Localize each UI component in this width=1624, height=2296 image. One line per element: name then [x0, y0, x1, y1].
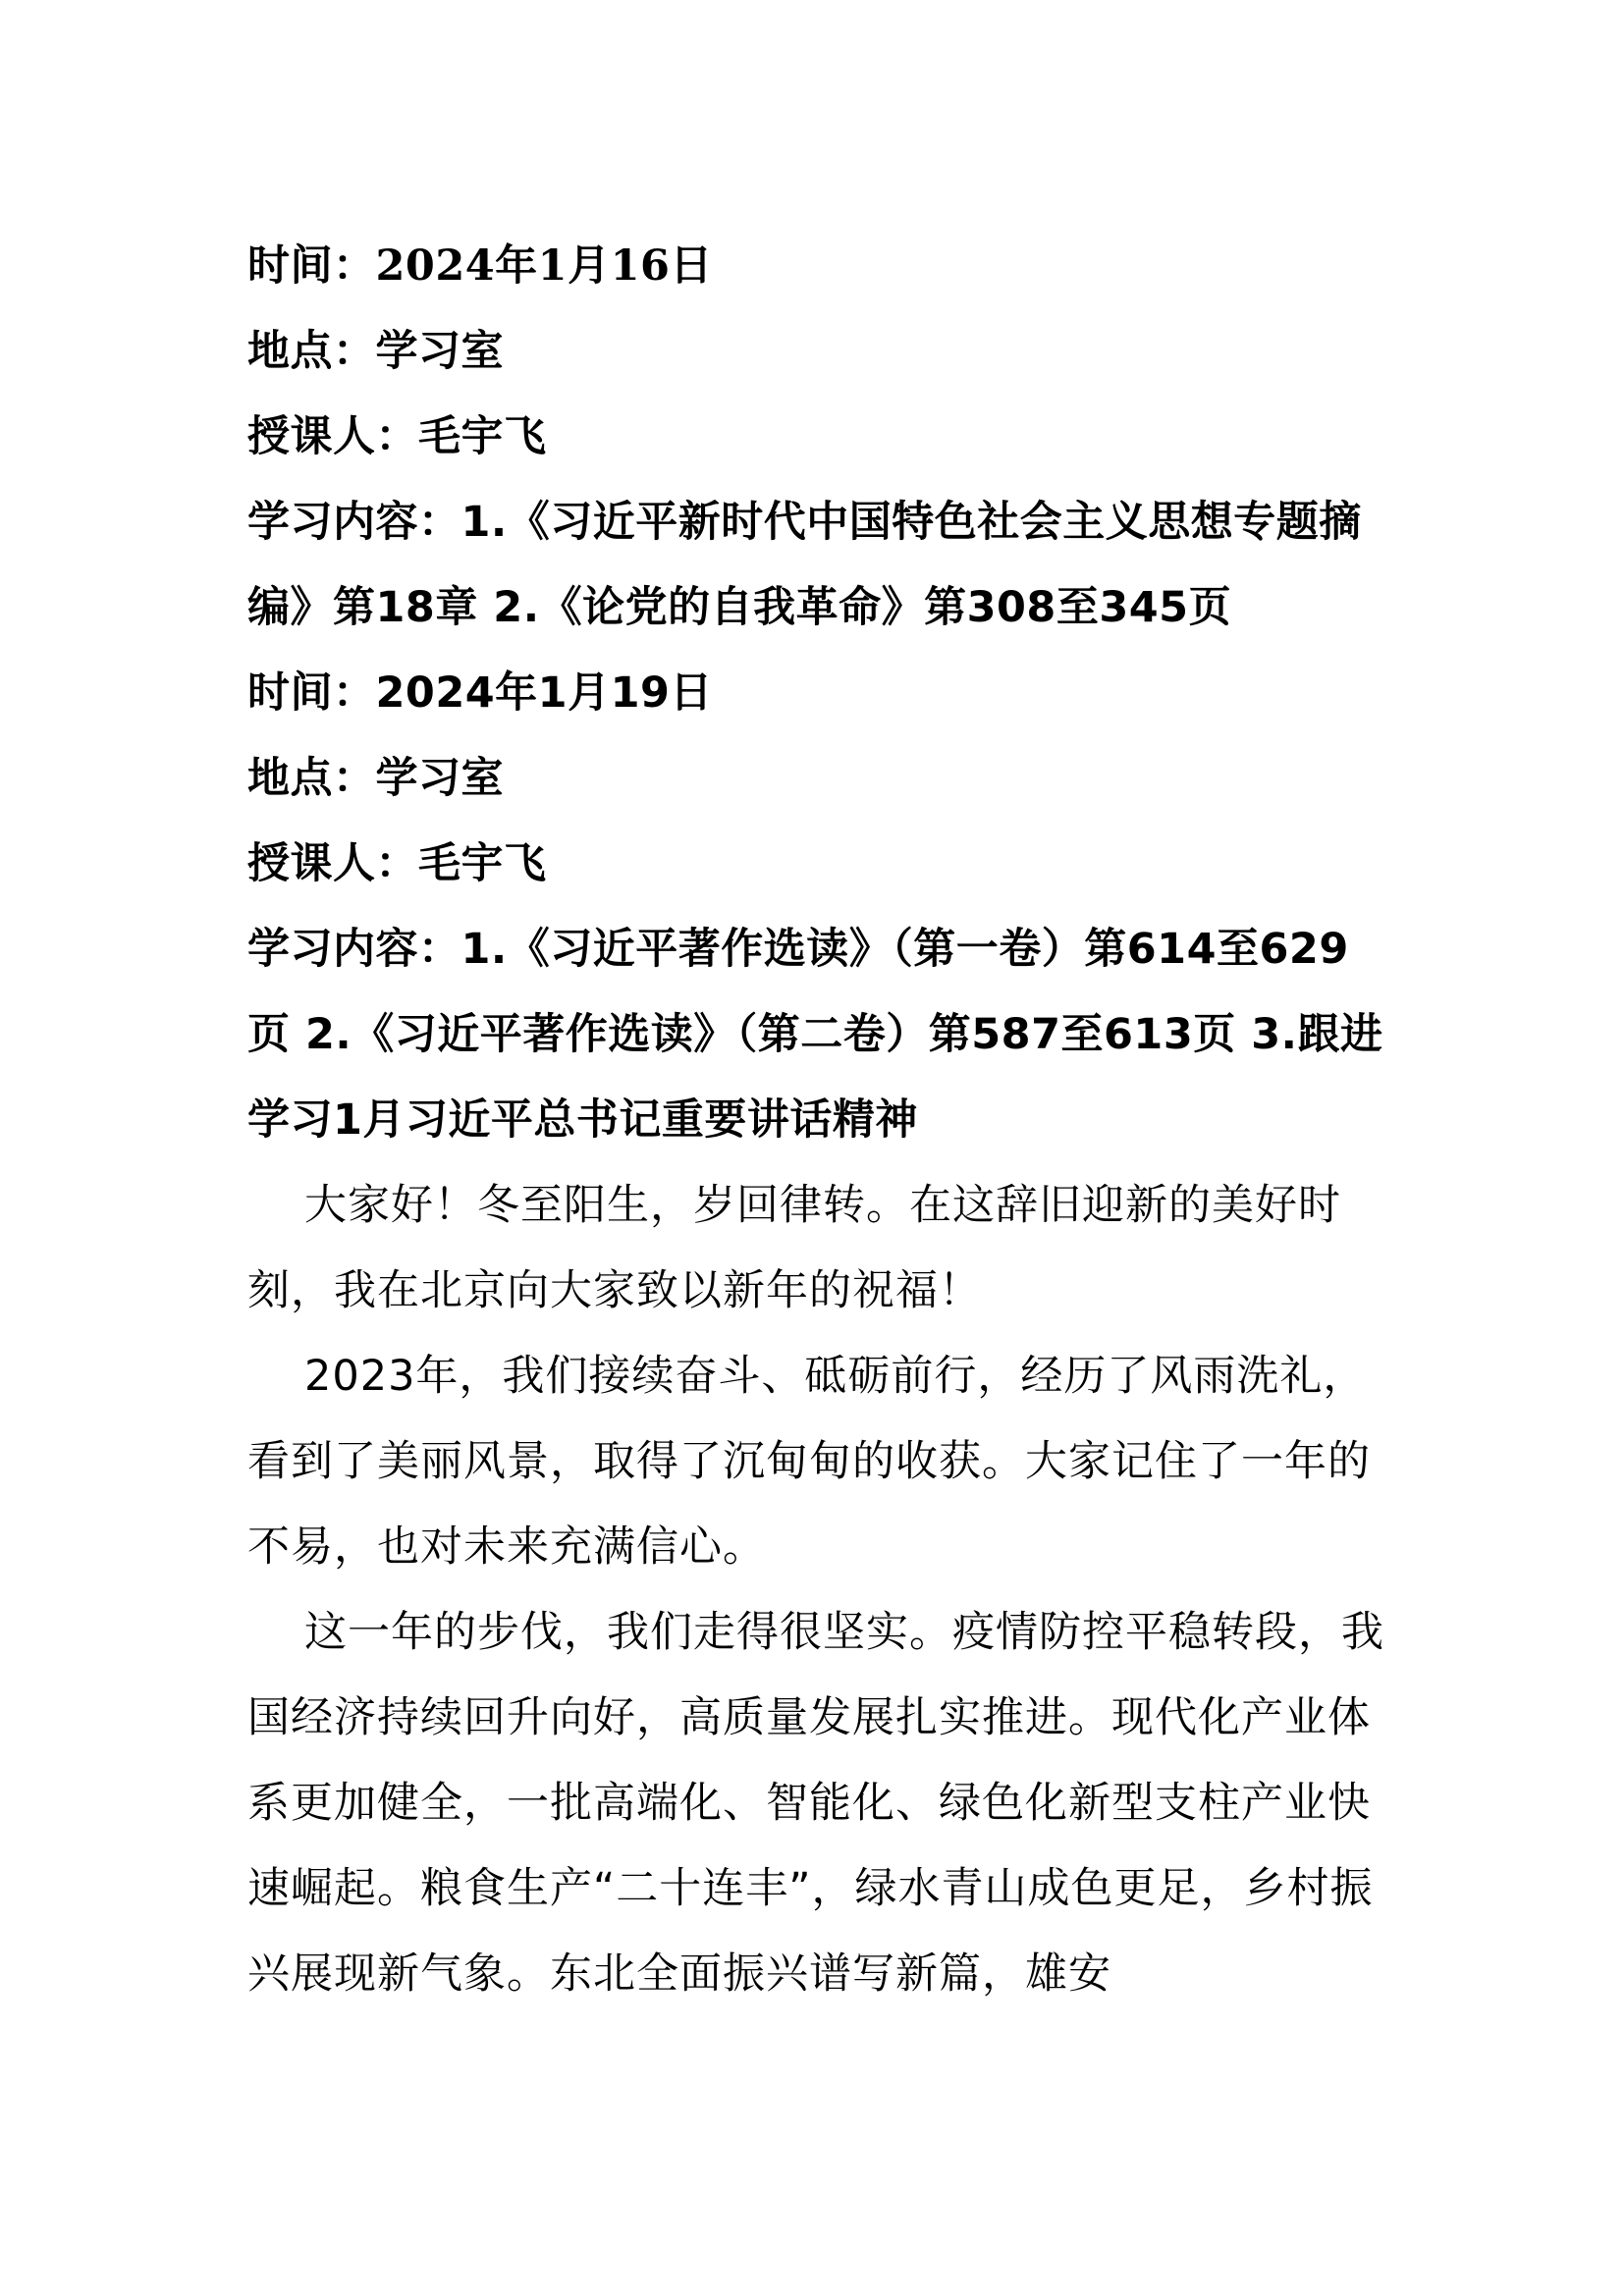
session1-place	[247, 309, 1386, 395]
body-paragraph-1: 大家好！冬至阳生，岁回律转。在这辞旧迎新的美好时刻，我在北京向大家致以新年的祝福！	[247, 1181, 1341, 1315]
session2-time	[247, 651, 1386, 736]
session1-lecturer-value: 毛宇飞	[418, 412, 547, 461]
session2-content-label: 学习内容：	[247, 925, 461, 974]
session2-content	[247, 907, 1386, 1163]
session2-time-label: 时间：	[247, 668, 376, 718]
session1-lecturer	[247, 395, 1386, 480]
session2-place-value: 学习室	[375, 754, 504, 803]
session1-lecturer-label: 授课人：	[247, 412, 418, 461]
session1-content-label: 学习内容：	[247, 498, 461, 547]
session1-place-value: 学习室	[375, 327, 504, 376]
session1-place-label: 地点：	[247, 327, 376, 376]
document-content	[247, 224, 1386, 2017]
session1-time	[247, 224, 1386, 309]
body-paragraph-3: 这一年的步伐，我们走得很坚实。疫情防控平稳转段，我国经济持续回升向好，高质量发展扎实推进。现代化产业体系更加健全，一批高端化、智能化、绿色化新型支柱产业快速崛起。粮食生产“二十连丰”，绿水青山成色更足，乡村振兴展现新气象。东北全面振兴谱写新篇，雄安	[247, 1608, 1384, 1999]
session2-content-value: 1.《习近平著作选读》（第一卷）第614至629页 2.《习近平著作选读》（第二卷）第587至613页 3.跟进学习1月习近平总书记重要讲话精神	[247, 925, 1383, 1145]
session2-lecturer-label: 授课人：	[247, 839, 418, 888]
session1-content	[247, 480, 1386, 651]
session2-place	[247, 736, 1386, 822]
session1-time-value: 2024年1月16日	[375, 241, 713, 291]
session2-lecturer-value: 毛宇飞	[418, 839, 547, 888]
body-paragraph-2: 2023年，我们接续奋斗、砥砺前行，经历了风雨洗礼，看到了美丽风景，取得了沉甸甸的收获。大家记住了一年的不易，也对未来充满信心。	[247, 1352, 1371, 1572]
session1-time-label: 时间：	[247, 241, 376, 291]
session2-lecturer	[247, 822, 1386, 907]
session2-time-value: 2024年1月19日	[375, 668, 713, 718]
session2-place-label: 地点：	[247, 754, 376, 803]
session1-content-value: 1.《习近平新时代中国特色社会主义思想专题摘编》第18章 2.《论党的自我革命》第308至345页	[247, 498, 1362, 632]
